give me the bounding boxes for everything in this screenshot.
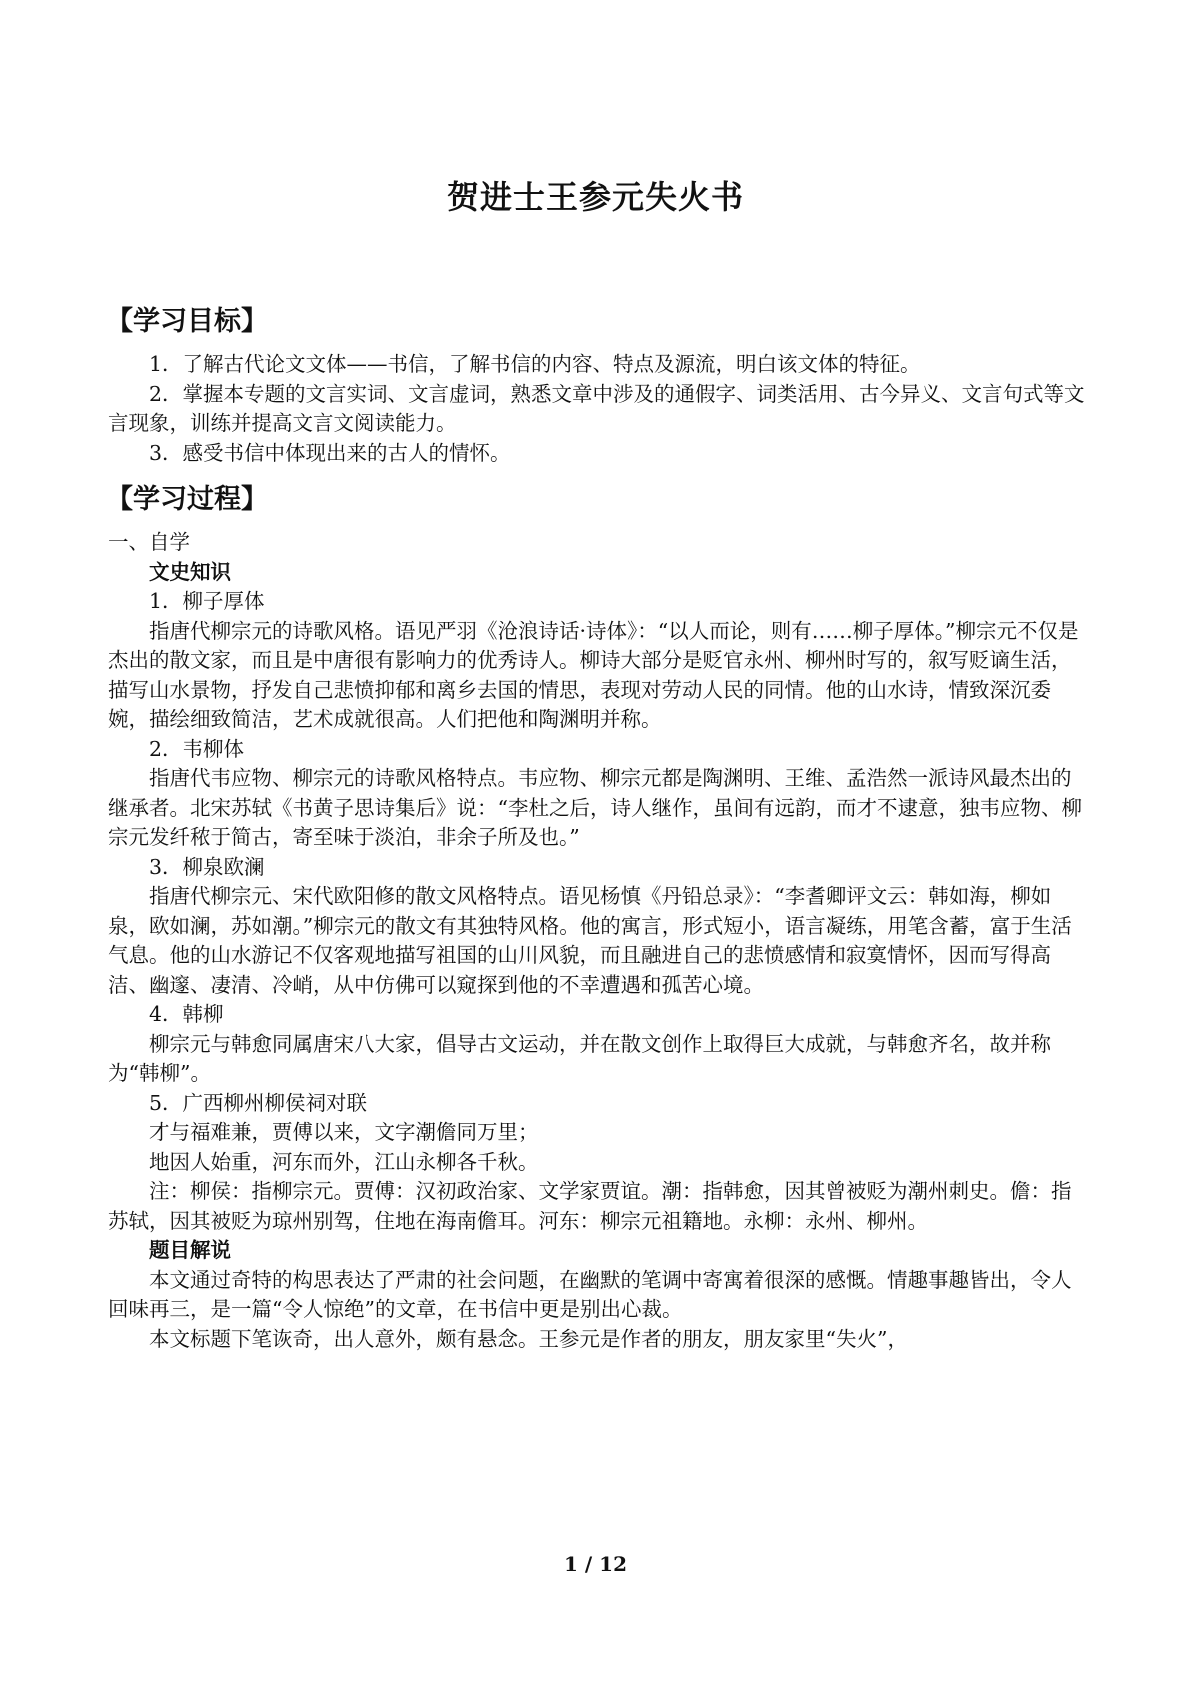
- page-title: 贺进士王参元失火书: [446, 178, 744, 216]
- couplet-line: 地因人始重，河东而外，江山永柳各千秋。: [149, 1149, 539, 1174]
- item-body: 柳宗元与韩愈同属唐宋八大家，倡导古文运动，并在散文创作上取得巨大成就，与韩愈齐名，故并称为“韩柳”。: [108, 1031, 1051, 1085]
- subsection-heading: 文史知识: [149, 559, 231, 584]
- section-label: 一、自学: [108, 530, 190, 554]
- subsection-heading: 题目解说: [149, 1238, 231, 1262]
- paragraph: 本文标题下笔诙奇，出人意外，颇有悬念。王参元是作者的朋友，朋友家里“失火”，: [149, 1326, 908, 1351]
- item-body: 指唐代韦应物、柳宗元的诗歌风格特点。韦应物、柳宗元都是陶渊明、王维、孟浩然一派诗风最杰出的继承者。北宋苏轼《书黄子思诗集后》说：“李杜之后，诗人继作，虽间有远韵，而才不逮意，独韦应物、柳宗元发纤秾于简古，寄至味于淡泊，非余子所及也。”: [108, 766, 1082, 849]
- objective-item: 3．感受书信中体现出来的古人的情怀。: [149, 440, 511, 465]
- objective-item: 1．了解古代论文文体——书信，了解书信的内容、特点及源流，明白该文体的特征。: [149, 352, 921, 376]
- item-body: 指唐代柳宗元的诗歌风格。语见严羽《沧浪诗话·诗体》：“以人而论，则有……柳子厚体。”柳宗元不仅是杰出的散文家，而且是中唐很有影响力的优秀诗人。柳诗大部分是贬官永州、柳州时写的，叙写贬谪生活，描写山水景物，抒发自己悲愤抑郁和离乡去国的情思，表现对劳动人民的同情。他的山水诗，情致深沉委婉，描绘细致简洁，艺术成就很高。人们把他和陶渊明并称。: [108, 618, 1079, 731]
- item-title: 5．广西柳州柳侯祠对联: [149, 1090, 368, 1115]
- item-title: 1．柳子厚体: [149, 589, 265, 613]
- couplet-line: 才与福难兼，贾傅以来，文字潮儋同万里；: [149, 1120, 539, 1144]
- page-number: 1 / 12: [564, 1552, 627, 1576]
- item-note: 注：柳侯：指柳宗元。贾傅：汉初政治家、文学家贾谊。潮：指韩愈，因其曾被贬为潮州刺史。儋：指苏轼，因其被贬为琼州别驾，住地在海南儋耳。河东：柳宗元祖籍地。永柳：永州、柳州。: [108, 1179, 1072, 1233]
- item-body: 指唐代柳宗元、宋代欧阳修的散文风格特点。语见杨慎《丹铅总录》：“李耆卿评文云：韩如海，柳如泉，欧如澜，苏如潮。”柳宗元的散文有其独特风格。他的寓言，形式短小，语言凝练，用笔含蓄，富于生活气息。他的山水游记不仅客观地描写祖国的山川风貌，而且融进自己的悲愤感情和寂寞情怀，因而写得高洁、幽邃、凄清、冷峭，从中仿佛可以窥探到他的不幸遭遇和孤苦心境。: [108, 884, 1072, 997]
- document-body: [108, 300, 1088, 1354]
- item-title: 2．韦柳体: [149, 736, 245, 761]
- item-title: 3．柳泉欧澜: [149, 854, 265, 879]
- item-title: 4．韩柳: [149, 1002, 224, 1026]
- objectives-heading: 【学习目标】: [106, 306, 268, 337]
- paragraph: 本文通过奇特的构思表达了严肃的社会问题，在幽默的笔调中寄寓着很深的感慨。情趣事趣皆出，令人回味再三，是一篇“令人惊绝”的文章，在书信中更是别出心裁。: [108, 1267, 1072, 1321]
- objective-item: 2．掌握本专题的文言实词、文言虚词，熟悉文章中涉及的通假字、词类活用、古今异义、文言句式等文言现象，训练并提高文言文阅读能力。: [108, 381, 1085, 435]
- process-heading: 【学习过程】: [106, 484, 268, 515]
